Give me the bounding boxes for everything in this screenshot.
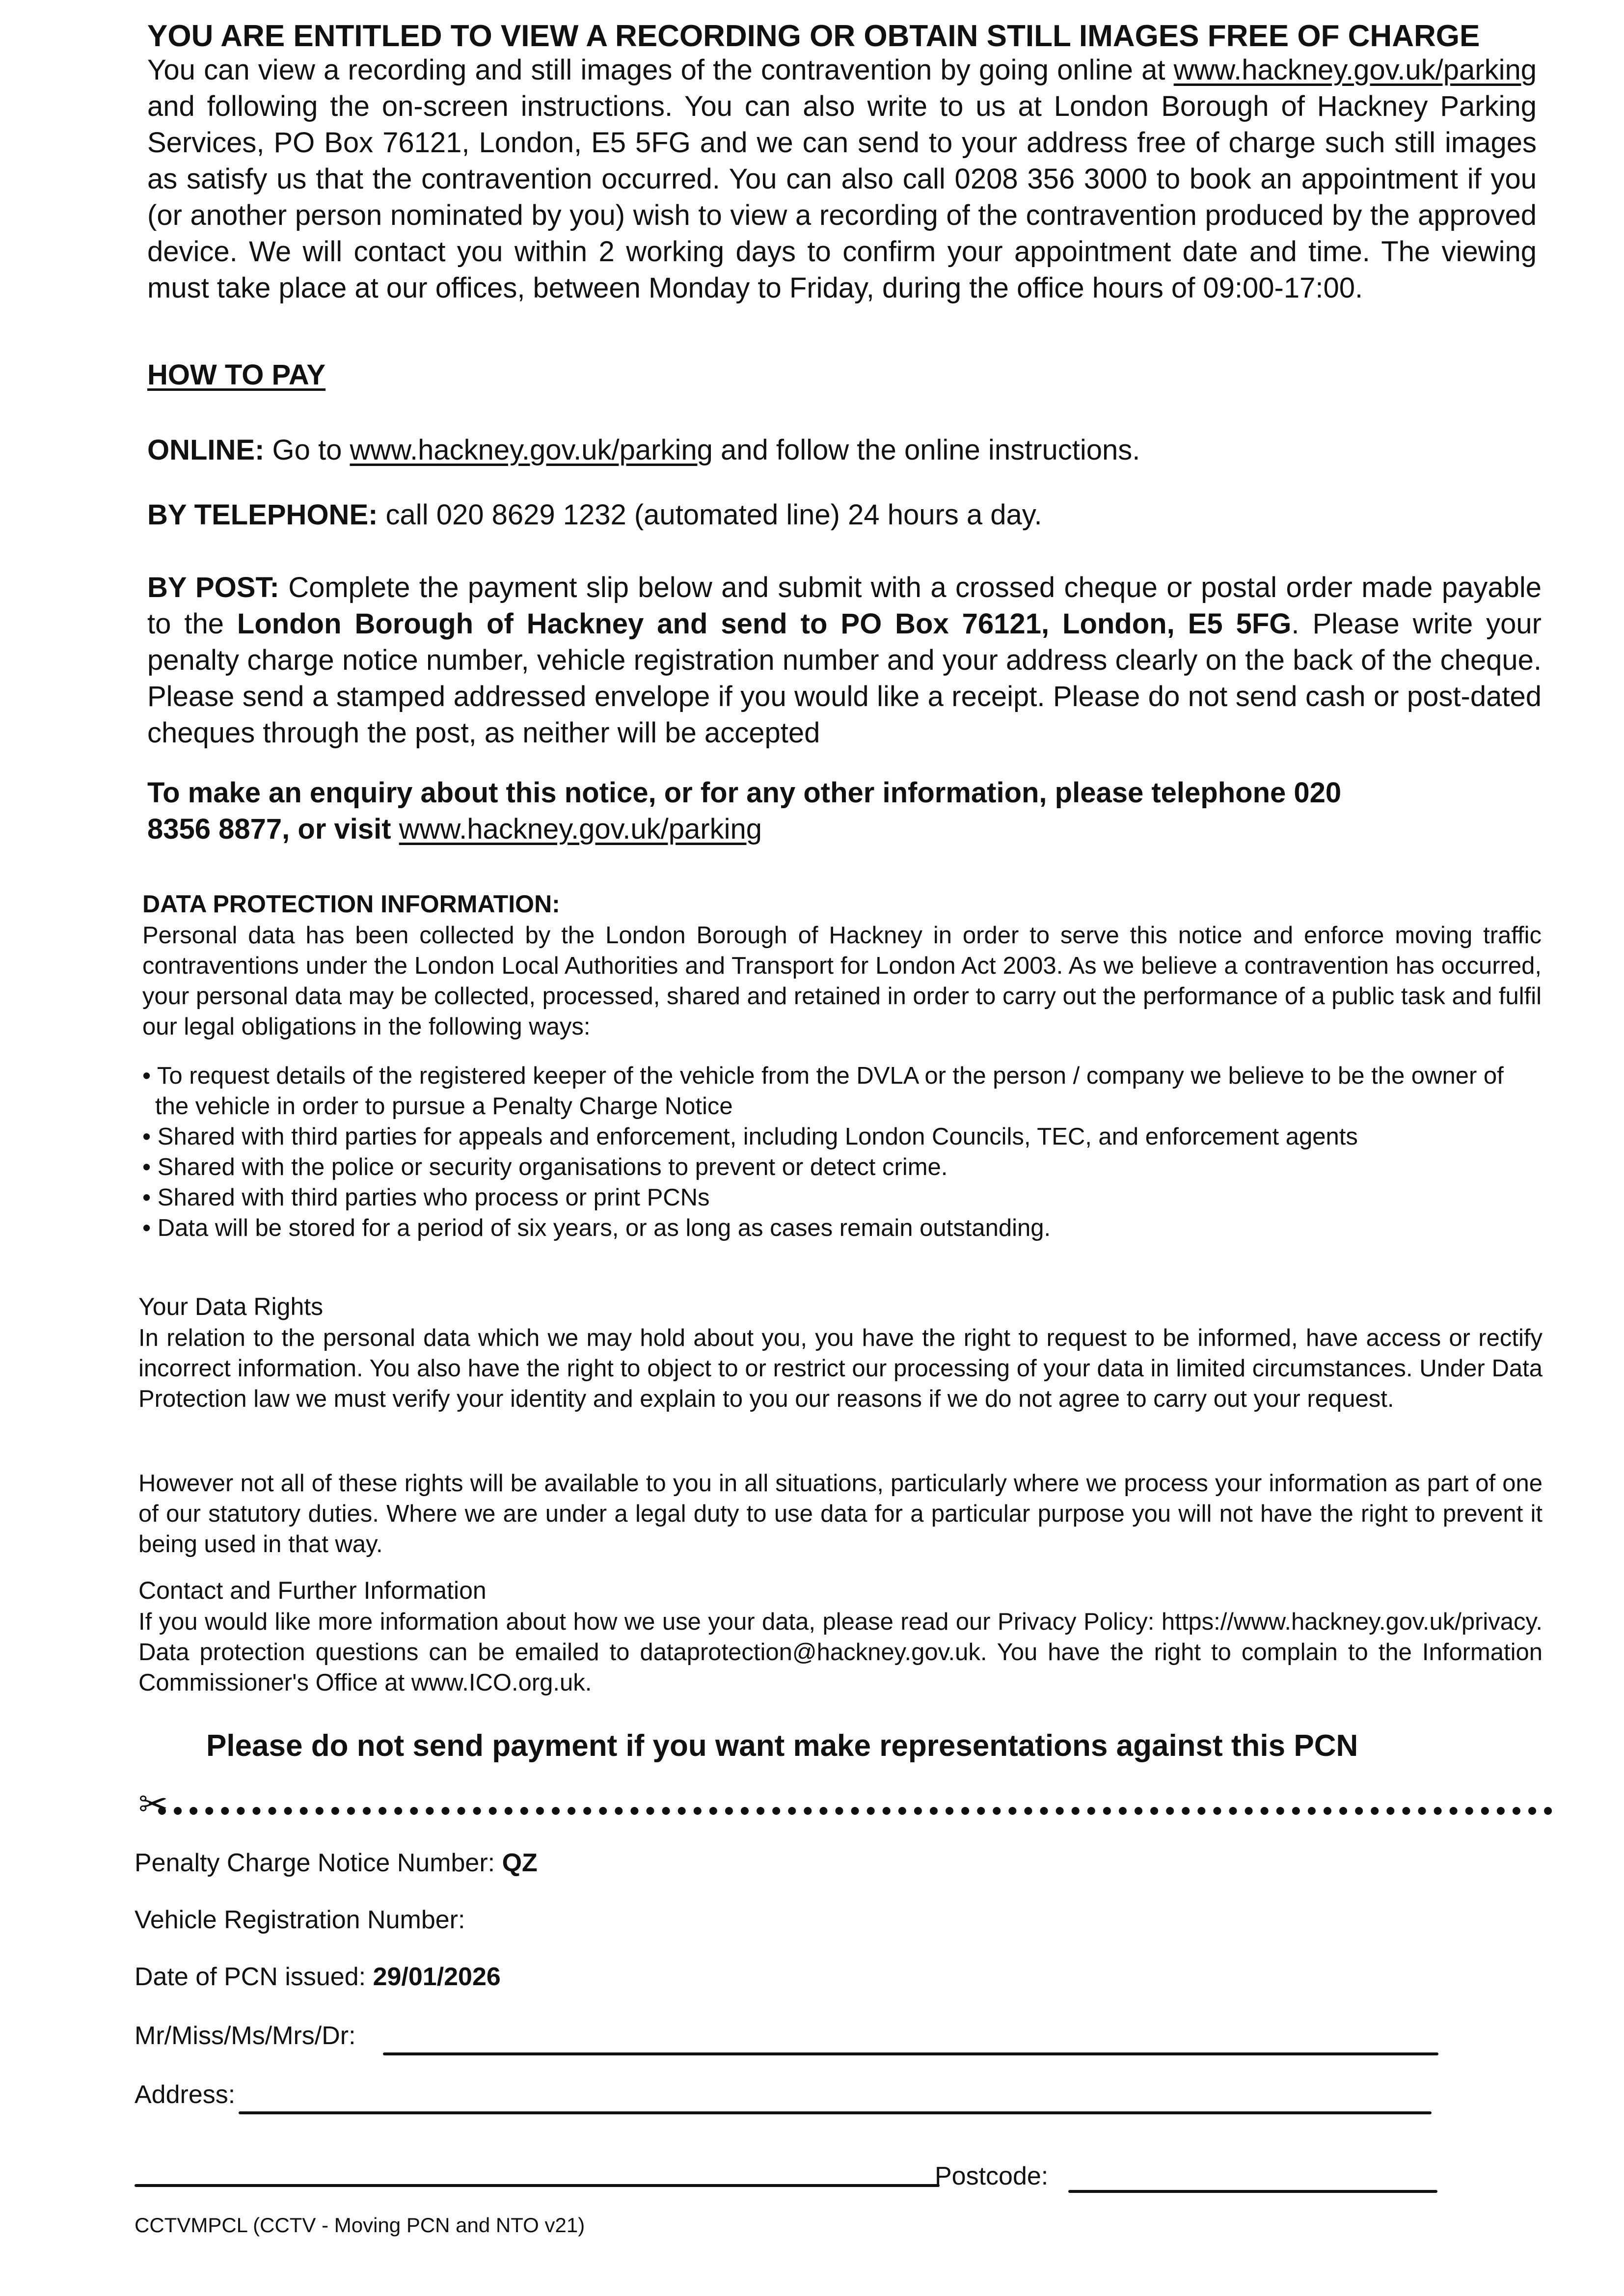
title-field[interactable] xyxy=(383,2052,1438,2055)
viewing-paragraph xyxy=(147,52,1537,306)
date-value: 29/01/2026 xyxy=(373,1963,501,1991)
list-item: • Shared with the police or security organisations to prevent or detect crime. xyxy=(142,1154,948,1180)
post-text: Complete the payment slip below and submit with a crossed cheque or postal order made payable to the xyxy=(147,572,1542,640)
pcn-label: Penalty Charge Notice Number: xyxy=(135,1849,495,1877)
data-protection-heading: DATA PROTECTION INFORMATION: xyxy=(142,890,560,918)
parking-link[interactable]: www.hackney.gov.uk/parking xyxy=(1173,54,1537,86)
contact-paragraph: If you would like more information about how we use your data, please read our Privacy Policy: https://www.hackney.gov.uk/privacy. Data protection questions can be emailed to dataprotection@hackney.gov.uk. You have the right to complain to the Information Commissioner's Office at www.ICO.org.uk. xyxy=(138,1609,1543,1696)
list-item: • Data will be stored for a period of six years, or as long as cases remain outstanding. xyxy=(142,1215,1051,1241)
cut-line xyxy=(158,1807,1552,1823)
pay-online xyxy=(147,432,1140,468)
date-label: Date of PCN issued: xyxy=(135,1963,366,1991)
form-code: CCTVMPCL (CCTV - Moving PCN and NTO v21) xyxy=(135,2214,585,2237)
list-item: • Shared with third parties for appeals and enforcement, including London Councils, TEC, and enforcement agents xyxy=(142,1123,1358,1150)
data-rights-paragraph-2: However not all of these rights will be available to you in all situations, particularly where we process your information as part of one of our statutory duties. Where we are under a legal duty to use data for a particular purpose you will not have the right to prevent it being used in that way. xyxy=(138,1470,1543,1558)
data-rights-paragraph: In relation to the personal data which we may hold about you, you have the right to request to be informed, have access or rectify incorrect information. You also have the right to object to or restrict our processing of your data in limited circumstances. Under Data Protection law we must verify your identity and explain to you our reasons if we do not agree to carry out your request. xyxy=(138,1325,1543,1412)
enquiry-body: To make an enquiry about this notice, or for any other information, please telephone 020 8356 8877, or visit xyxy=(147,777,1342,845)
post-address: London Borough of Hackney and send to PO Box 76121, London, E5 5FG xyxy=(237,608,1292,640)
date-row xyxy=(135,1962,501,1992)
telephone-text: call 020 8629 1232 (automated line) 24 hours a day. xyxy=(378,499,1042,531)
telephone-label: BY TELEPHONE: xyxy=(147,499,378,531)
list-item: • To request details of the registered keeper of the vehicle from the DVLA or the person / company we believe to be the owner of the vehicle in order to pursue a Penalty Charge Notice xyxy=(142,1063,1504,1120)
data-rights-heading: Your Data Rights xyxy=(138,1293,324,1320)
vrn-label: Vehicle Registration Number: xyxy=(135,1906,465,1934)
payment-warning: Please do not send payment if you want make representations against this PCN xyxy=(206,1729,1358,1763)
postcode-label: Postcode: xyxy=(935,2162,1049,2190)
address-label: Address: xyxy=(135,2080,236,2109)
data-protection-list xyxy=(142,1061,1542,1243)
online-label: ONLINE: xyxy=(147,434,265,466)
viewing-text: You can view a recording and still images of the contravention by going online at xyxy=(147,54,1174,86)
data-protection-intro: Personal data has been collected by the London Borough of Hackney in order to serve this notice and enforce moving traffic contraventions under the London Local Authorities and Transport for London Act 2003. As we believe a contravention has occurred, your personal data may be collected, processed, shared and retained in order to carry out the performance of a public task and fulfil our legal obligations in the following ways: xyxy=(142,922,1542,1040)
viewing-text: and following the on-screen instructions. You can also write to us at London Borough of Hackney Parking Services, PO Box 76121, London, E5 5FG and we can send to your address free of charge such still images as satisfy us that the contravention occurred. You can also call 0208 356 3000 to book an appointment if you (or another person nominated by you) wish to view a recording of the contravention produced by the approved device. We will contact you within 2 working days to confirm your appointment date and time. The viewing must take place at our offices, between Monday to Friday, during the office hours of 09:00-17:00. xyxy=(147,90,1537,304)
enquiry-link[interactable]: www.hackney.gov.uk/parking xyxy=(399,813,762,845)
address-field-2[interactable] xyxy=(135,2184,940,2187)
address-field[interactable] xyxy=(239,2111,1432,2114)
scissors-icon: ✂ xyxy=(138,1785,168,1824)
online-parking-link[interactable]: www.hackney.gov.uk/parking xyxy=(350,434,713,466)
post-label: BY POST: xyxy=(147,572,279,603)
postcode-field[interactable] xyxy=(1068,2190,1437,2193)
viewing-heading: YOU ARE ENTITLED TO VIEW A RECORDING OR OBTAIN STILL IMAGES FREE OF CHARGE xyxy=(147,19,1480,53)
pay-post xyxy=(147,570,1542,751)
online-text: and follow the online instructions. xyxy=(712,434,1140,466)
pcn-value: QZ xyxy=(502,1849,538,1877)
online-text: Go to xyxy=(264,434,350,466)
post-text: . Please write your penalty charge notice number, vehicle registration number and your address clearly on the back of the cheque. Please send a stamped addressed envelope if you would like a receipt. Please do not send cash or post-dated cheques through the post, as neither will be accepted xyxy=(147,608,1542,749)
list-item: • Shared with third parties who process or print PCNs xyxy=(142,1184,710,1211)
vrn-row xyxy=(135,1905,465,1935)
pcn-number-row xyxy=(135,1848,538,1878)
contact-heading: Contact and Further Information xyxy=(138,1577,487,1604)
pay-telephone xyxy=(147,497,1042,533)
enquiry-text xyxy=(147,775,1384,847)
title-label: Mr/Miss/Ms/Mrs/Dr: xyxy=(135,2022,356,2050)
how-to-pay-heading: HOW TO PAY xyxy=(147,359,326,391)
